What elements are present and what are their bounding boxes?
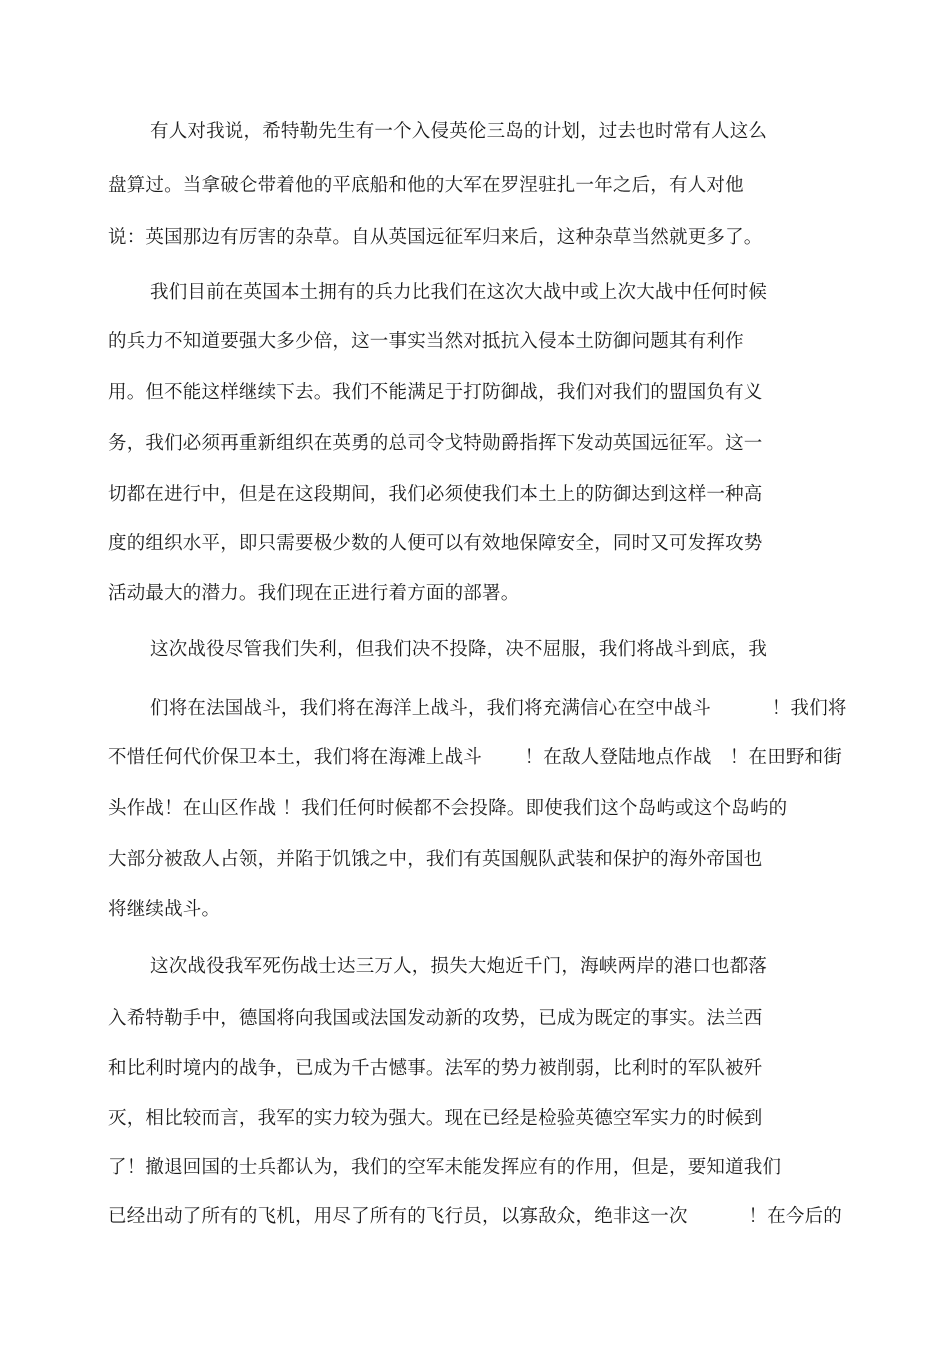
text-line: 这次战役尽管我们失利，但我们决不投降，决不屈服，我们将战斗到底，我 [150,639,768,660]
text-line: 灭，相比较而言，我军的实力较为强大。现在已经是检验英德空军实力的时候到 [108,1108,763,1129]
text-line: 有人对我说，希特勒先生有一个入侵英伦三岛的计划，过去也时常有人这么 [150,121,768,142]
text-line: 我们目前在英国本土拥有的兵力比我们在这次大战中或上次大战中任何时候 [150,282,768,303]
text-line: 不惜任何代价保卫本土，我们将在海滩上战斗 ！在敌人登陆地点作战 ！在田野和街 [108,747,843,768]
text-line: 的兵力不知道要强大多少倍，这一事实当然对抵抗入侵本土防御问题其有利作 [108,331,744,352]
text-line: 用。但不能这样继续下去。我们不能满足于打防御战，我们对我们的盟国负有义 [108,382,763,403]
text-line: 务，我们必须再重新组织在英勇的总司令戈特勋爵指挥下发动英国远征军。这一 [108,433,763,454]
text-line: 盘算过。当拿破仑带着他的平底船和他的大军在罗涅驻扎一年之后，有人对他 [108,175,744,196]
text-line: 已经出动了所有的飞机，用尽了所有的飞行员，以寡敌众，绝非这一次 ！在今后的 [108,1206,843,1227]
text-line: 了！撤退回国的士兵都认为，我们的空军未能发挥应有的作用，但是，要知道我们 [108,1157,782,1178]
text-line: 将继续战斗。 [108,899,221,920]
text-line: 切都在进行中，但是在这段期间，我们必须使我们本土上的防御达到这样一种高 [108,484,763,505]
text-line: 度的组织水平，即只需要极少数的人便可以有效地保障安全，同时又可发挥攻势 [108,533,763,554]
text-line: 大部分被敌人占领，并陷于饥饿之中，我们有英国舰队武装和保护的海外帝国也 [108,849,763,870]
text-line: 头作战！在山区作战 ！我们任何时候都不会投降。即使我们这个岛屿或这个岛屿的 [108,798,788,819]
text-line: 和比利时境内的战争，已成为千古憾事。法军的势力被削弱，比利时的军队被歼 [108,1058,763,1079]
text-line: 说：英国那边有厉害的杂草。自从英国远征军归来后，这种杂草当然就更多了。 [108,227,763,248]
text-line: 们将在法国战斗，我们将在海洋上战斗，我们将充满信心在空中战斗 ！我们将 [150,698,847,719]
text-line: 活动最大的潜力。我们现在正进行着方面的部署。 [108,583,520,604]
text-line: 这次战役我军死伤战士达三万人，损失大炮近千门，海峡两岸的港口也都落 [150,956,768,977]
text-line: 入希特勒手中，德国将向我国或法国发动新的攻势，已成为既定的事实。法兰西 [108,1008,763,1029]
